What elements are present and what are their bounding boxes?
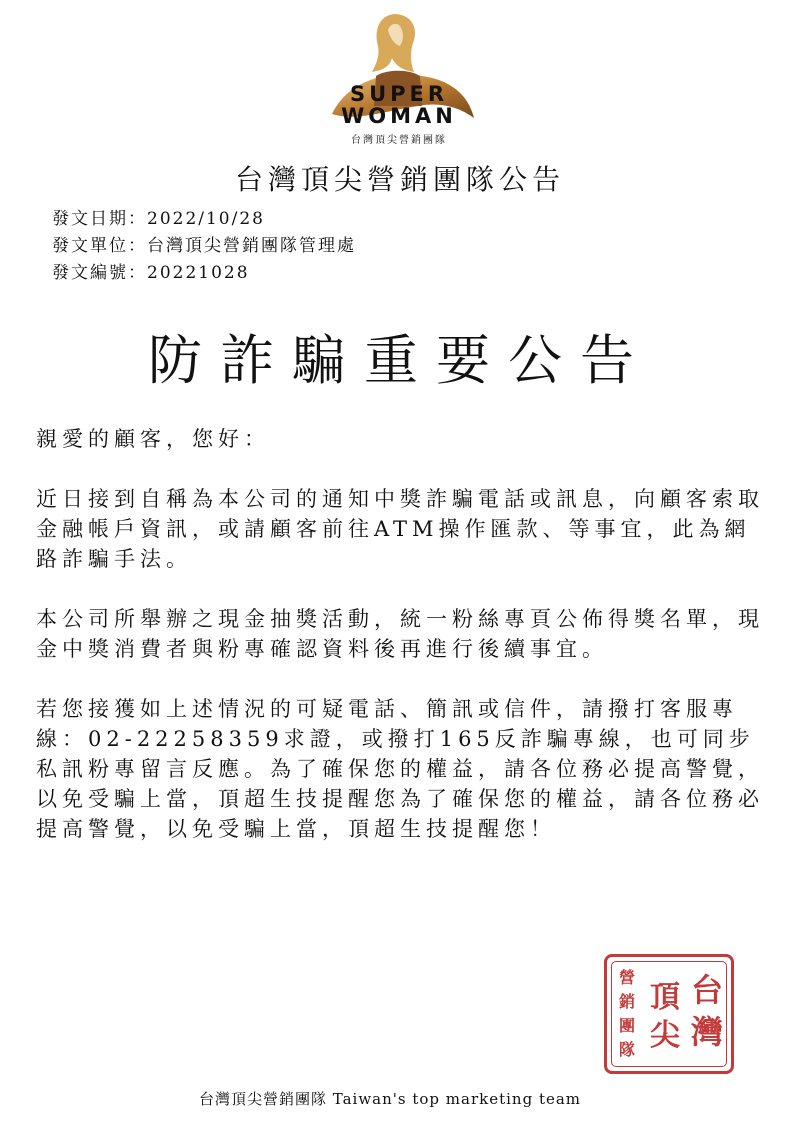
seal-col2-char2: 尖 xyxy=(650,1018,680,1053)
seal-graphic xyxy=(607,957,737,1077)
paragraph-lottery-info: 本公司所舉辦之現金抽獎活動，統一粉絲專頁公佈得獎名單，現金中獎消費者與粉專確認資料後再進行後續事宜。 xyxy=(36,607,764,661)
document-number: 發文編號：20221028 xyxy=(52,263,250,283)
paragraph-contact-info: 若您接獲如上述情況的可疑電話、簡訊或信件，請撥打客服專線：02-22258359求證，或撥打165反詐騙專線，也可同步私訊粉專留言反應。為了確保您的權益，請各位務必提高警覺，以免受騙上當，頂超生技提醒您為了確保您的權益，請各位務必提高警覺，以免受騙上當，頂超生技提醒您！ xyxy=(36,697,764,841)
seal-col1-char4: 隊 xyxy=(618,1040,636,1059)
document-meta xyxy=(52,206,356,287)
seal-col1-char3: 團 xyxy=(618,1016,636,1035)
company-seal-stamp xyxy=(604,954,734,1074)
seal-col1-char1: 營 xyxy=(618,968,636,987)
announcement-header: 台灣頂尖營銷團隊公告 xyxy=(234,163,565,196)
seal-col1-char2: 銷 xyxy=(618,992,636,1011)
company-logo xyxy=(318,10,480,150)
page-title: 防詐騙重要公告 xyxy=(148,329,652,392)
issue-date: 發文日期：2022/10/28 xyxy=(52,209,265,229)
announcement-body xyxy=(36,424,766,874)
seal-col3-char2: 灣 xyxy=(690,1013,724,1051)
greeting: 親愛的顧客，您好： xyxy=(36,427,270,451)
footer-text: 台灣頂尖營銷團隊 Taiwan's top marketing team xyxy=(198,1090,582,1108)
logo-graphic xyxy=(318,10,480,150)
seal-col2-char1: 頂 xyxy=(650,980,680,1015)
logo-subtitle: 台灣頂尖營銷團隊 xyxy=(351,135,447,146)
issuing-unit: 發文單位：台灣頂尖營銷團隊管理處 xyxy=(52,236,356,256)
logo-line-super: SUPER xyxy=(349,82,449,106)
seal-col3-char1: 台 xyxy=(690,971,724,1009)
paragraph-scam-warning: 近日接到自稱為本公司的通知中獎詐騙電話或訊息，向顧客索取金融帳戶資訊，或請顧客前往ATM操作匯款、等事宜，此為網路詐騙手法。 xyxy=(36,487,764,571)
logo-line-woman: WOMAN xyxy=(341,104,457,128)
